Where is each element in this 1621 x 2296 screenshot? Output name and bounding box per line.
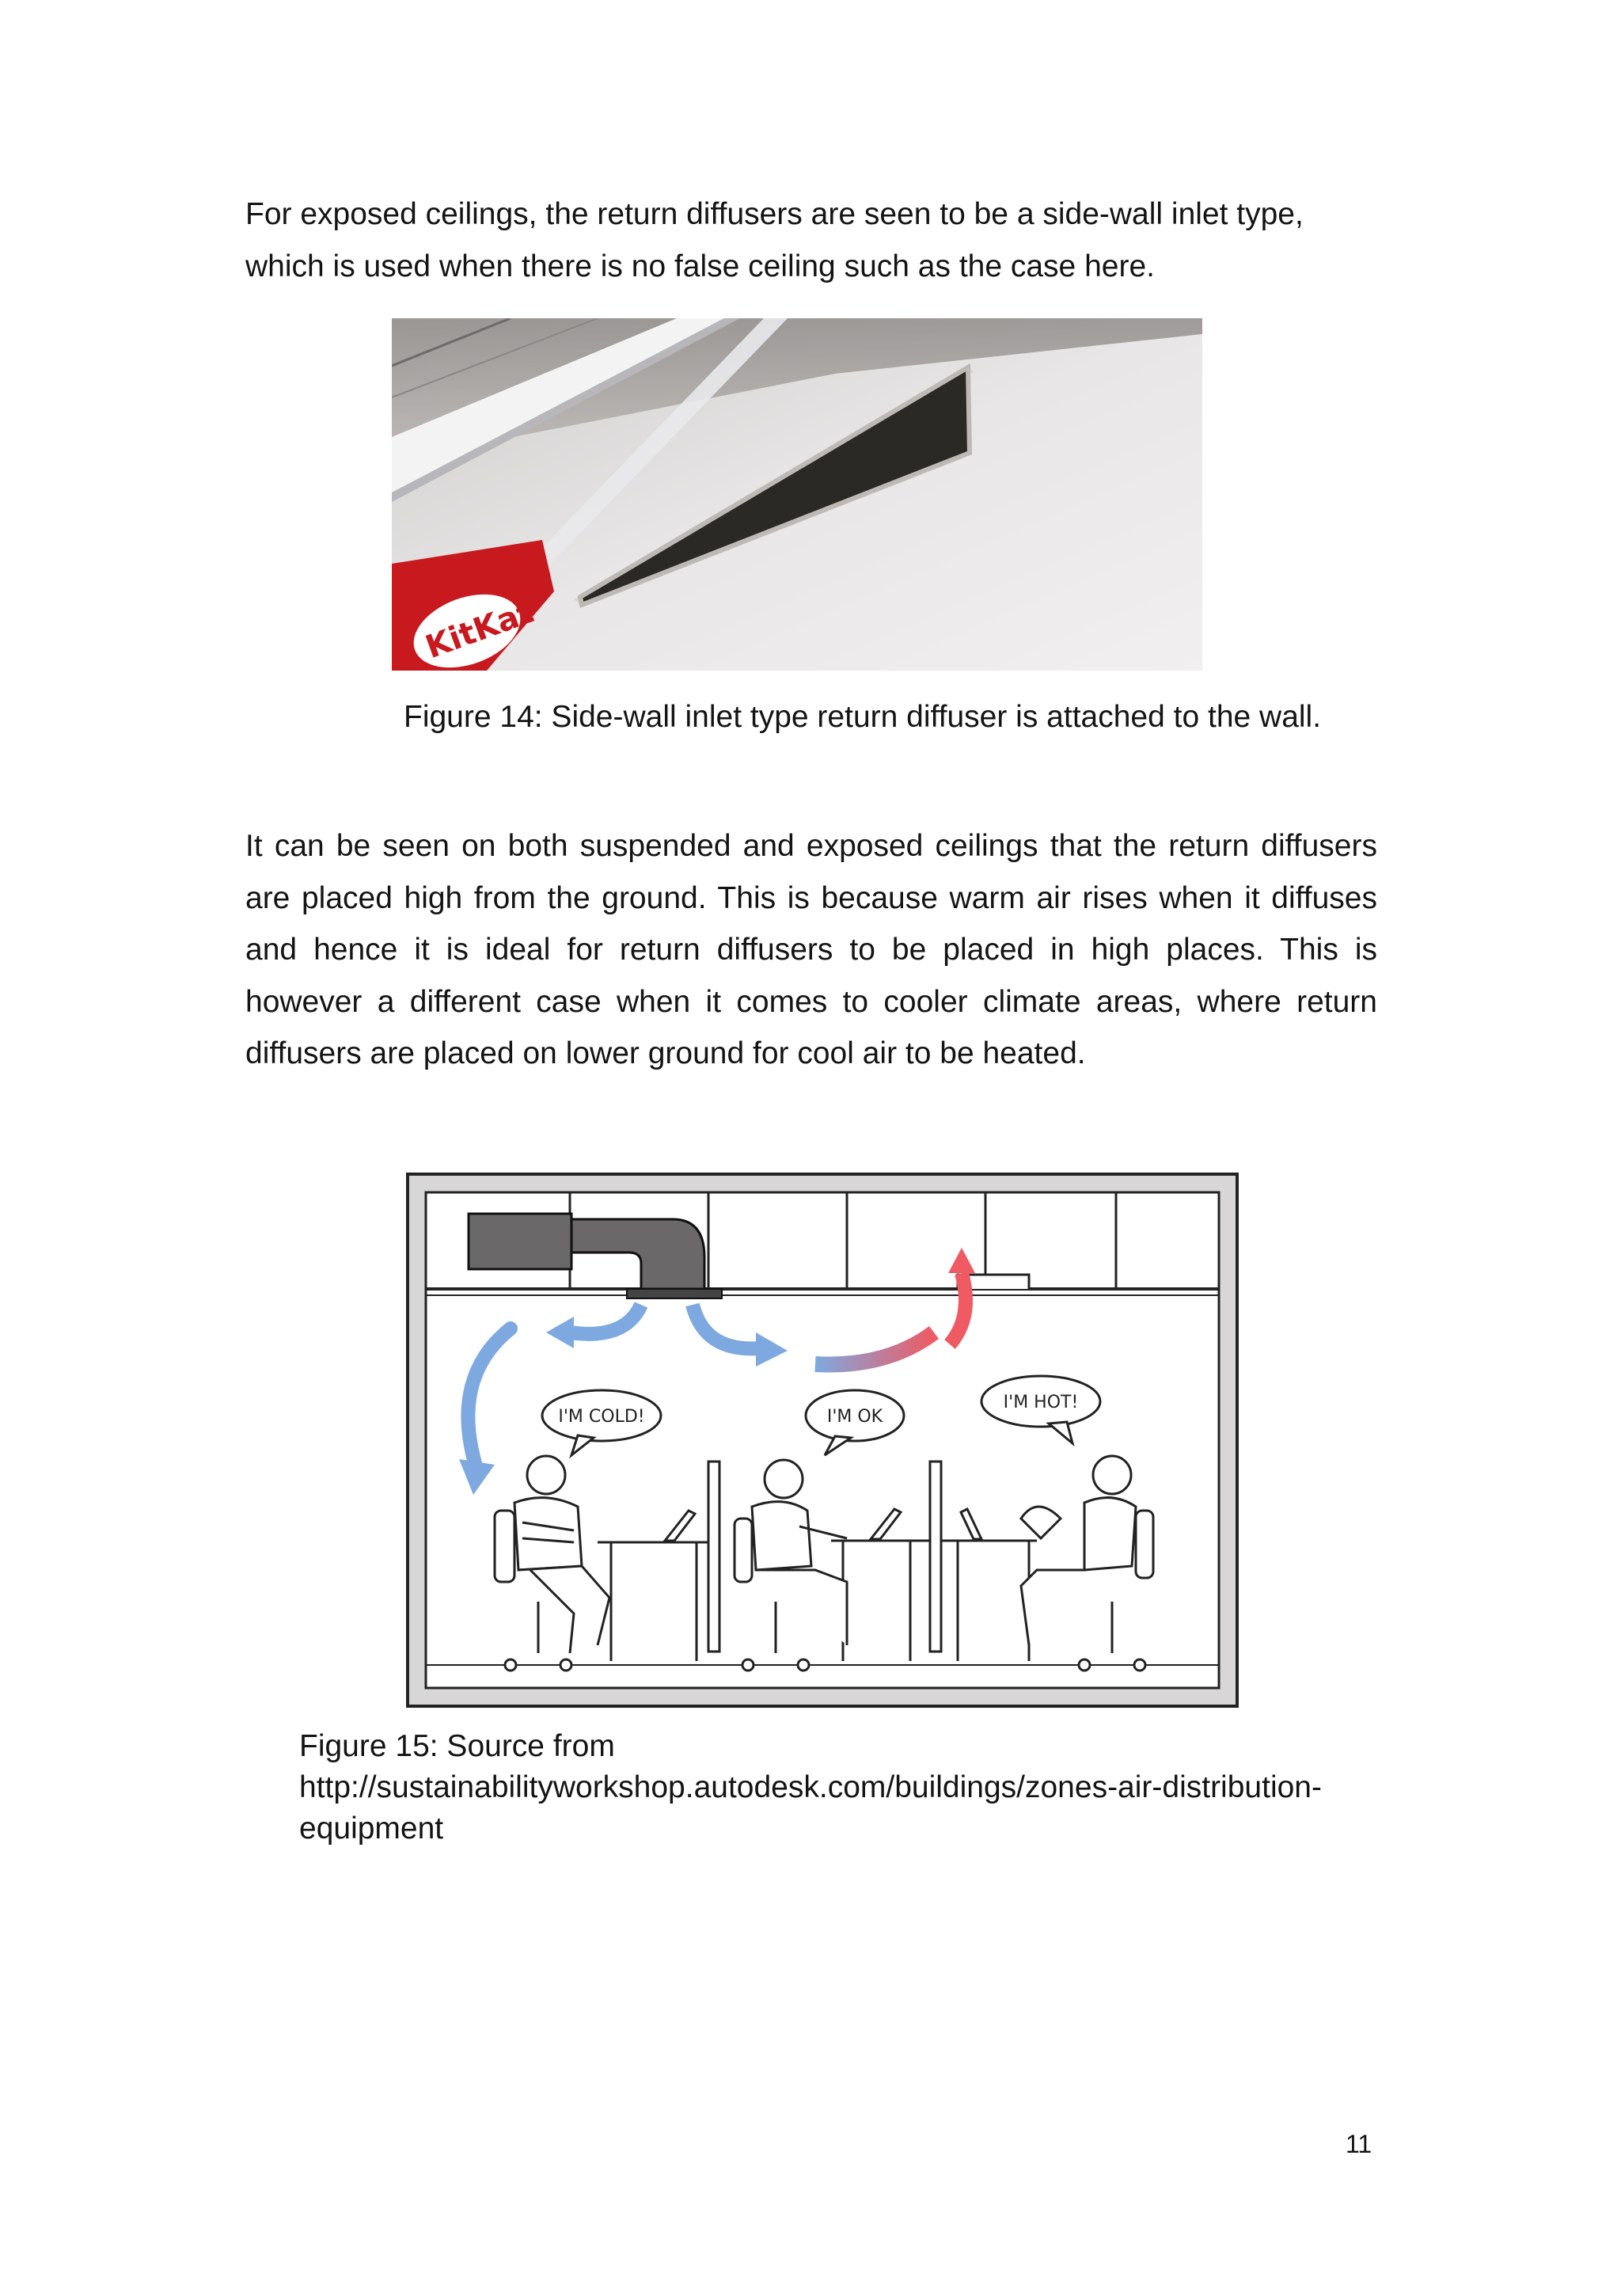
- figure-14-caption: Figure 14: Side-wall inlet type return diffuser is attached to the wall.: [404, 700, 1322, 734]
- cubicle-partition: [708, 1462, 719, 1652]
- kitkat-banner-text: KitKat: [420, 593, 538, 667]
- paragraph-return-diffuser-height: It can be seen on both suspended and exposed ceilings that the return diffusers are placed high from the ground. This is because warm air rises when it diffuses and hence it is ideal for return diffusers to be placed in high places. This is however a different case when it comes to cooler climate areas, where return diffusers are placed on lower ground for cool air to be heated.: [245, 829, 1377, 1070]
- speech-text-hot: I'M HOT!: [1003, 1393, 1079, 1412]
- figure-14-photo: [392, 318, 1202, 671]
- cubicle-partition: [930, 1462, 941, 1652]
- supply-diffuser: [627, 1289, 722, 1298]
- paragraph-exposed-ceilings: For exposed ceilings, the return diffusers are seen to be a side-wall inlet type, which is used when there is no false ceiling such as the case here.: [245, 197, 1304, 283]
- speech-text-cold: I'M COLD!: [558, 1407, 645, 1427]
- air-duct: [469, 1214, 571, 1269]
- page-number: 11: [1346, 2130, 1372, 2158]
- speech-text-ok: I'M OK: [826, 1407, 883, 1427]
- figure-15-caption: Figure 15: Source from http://sustainabilityworkshop.autodesk.com/buildings/zones-air-distribution-equipment: [299, 1729, 1322, 1846]
- figure-15-illustration: [404, 1170, 1241, 1710]
